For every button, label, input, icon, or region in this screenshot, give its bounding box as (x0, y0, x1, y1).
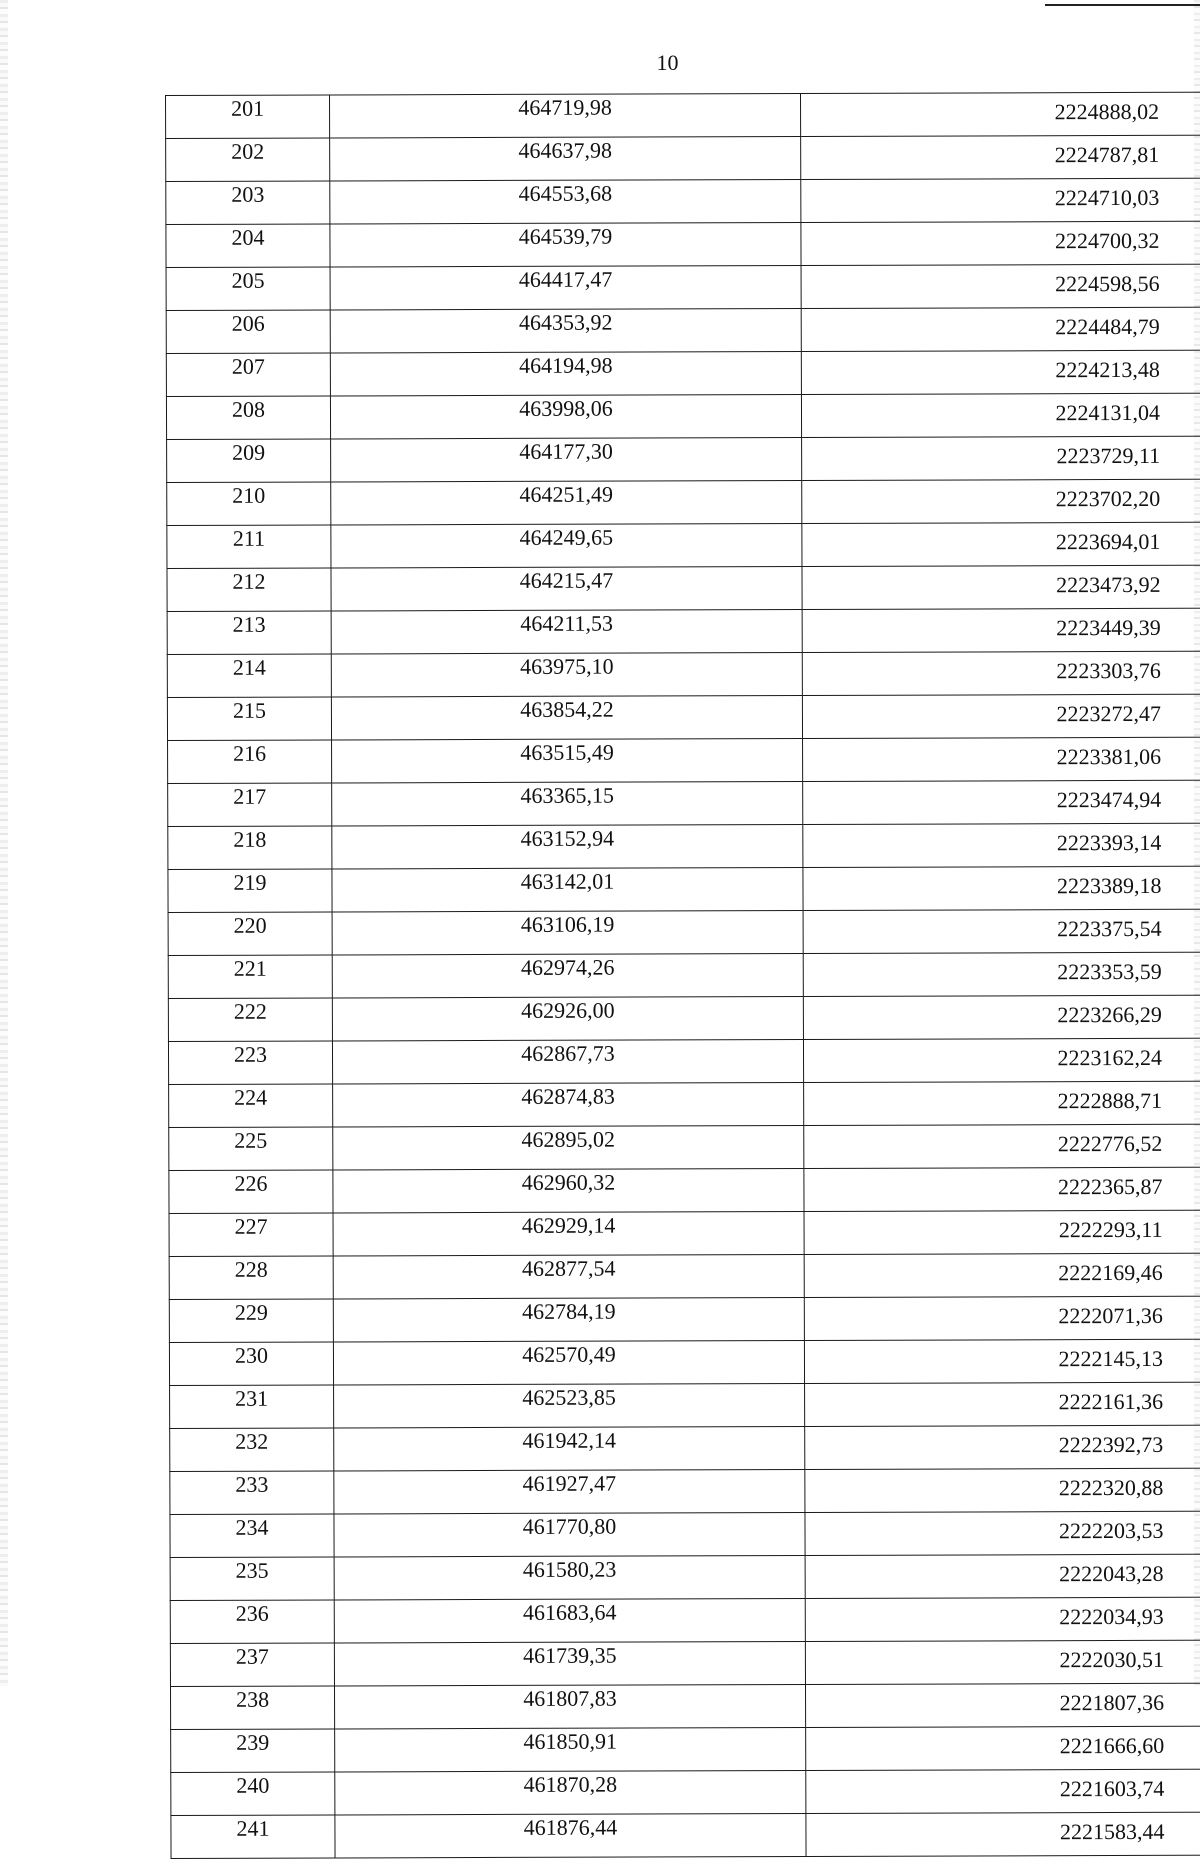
x-coordinate-cell: 463152,94 (332, 824, 803, 868)
point-number-cell: 212 (167, 568, 331, 612)
table-row (169, 1167, 1200, 1213)
x-coordinate-cell: 462926,00 (332, 996, 803, 1040)
x-coordinate-cell: 463998,06 (330, 395, 801, 439)
x-coordinate-cell: 461739,35 (334, 1641, 805, 1685)
table-row (167, 694, 1200, 740)
x-coordinate-cell: 462523,85 (334, 1383, 805, 1427)
y-coordinate-cell: 2222030,51 (805, 1640, 1200, 1685)
point-number-cell: 236 (170, 1600, 334, 1644)
y-coordinate-cell: 2222071,36 (804, 1296, 1200, 1341)
point-number-cell: 238 (170, 1686, 334, 1730)
coordinates-table (165, 91, 1200, 1858)
table-row (167, 479, 1200, 525)
point-number-cell: 216 (168, 740, 332, 784)
y-coordinate-cell: 2224213,48 (801, 350, 1200, 395)
point-number-cell: 221 (168, 955, 332, 999)
point-number-cell: 226 (169, 1170, 333, 1214)
x-coordinate-cell: 464251,49 (331, 481, 802, 525)
y-coordinate-cell: 2223474,94 (803, 780, 1200, 825)
y-coordinate-cell: 2221807,36 (805, 1683, 1200, 1728)
point-number-cell: 230 (169, 1342, 333, 1386)
y-coordinate-cell: 2223381,06 (803, 737, 1200, 782)
x-coordinate-cell: 462877,54 (333, 1254, 804, 1298)
table-row (170, 1554, 1200, 1600)
table-row (169, 1339, 1200, 1385)
x-coordinate-cell: 461942,14 (334, 1426, 805, 1470)
x-coordinate-cell: 462960,32 (333, 1168, 804, 1212)
x-coordinate-cell: 461876,44 (335, 1813, 806, 1857)
y-coordinate-cell: 2223266,29 (803, 995, 1200, 1040)
x-coordinate-cell: 462784,19 (333, 1297, 804, 1341)
table-row (169, 1124, 1200, 1170)
y-coordinate-cell: 2224484,79 (801, 307, 1200, 352)
y-coordinate-cell: 2221583,44 (806, 1812, 1200, 1857)
table-row (170, 1425, 1200, 1471)
table-row (171, 1726, 1200, 1772)
y-coordinate-cell: 2224710,03 (801, 178, 1200, 223)
point-number-cell: 205 (166, 267, 330, 311)
table-row (168, 909, 1200, 955)
x-coordinate-cell: 464177,30 (331, 438, 802, 482)
point-number-cell: 208 (166, 396, 330, 440)
point-number-cell: 214 (167, 654, 331, 698)
y-coordinate-cell: 2224787,81 (801, 135, 1200, 180)
point-number-cell: 220 (168, 912, 332, 956)
table-row (169, 1296, 1200, 1342)
y-coordinate-cell: 2222043,28 (805, 1554, 1200, 1599)
x-coordinate-cell: 461870,28 (335, 1770, 806, 1814)
table-row (167, 651, 1200, 697)
table-row (168, 737, 1200, 783)
point-number-cell: 229 (169, 1299, 333, 1343)
point-number-cell: 209 (167, 439, 331, 483)
table-row (169, 1081, 1200, 1127)
x-coordinate-cell: 462570,49 (333, 1340, 804, 1384)
x-coordinate-cell: 461927,47 (334, 1469, 805, 1513)
y-coordinate-cell: 2222320,88 (805, 1468, 1200, 1513)
table-row (168, 866, 1200, 912)
coordinates-table-body (166, 92, 1200, 1858)
x-coordinate-cell: 463142,01 (332, 867, 803, 911)
table-row (170, 1683, 1200, 1729)
point-number-cell: 225 (169, 1127, 333, 1171)
point-number-cell: 237 (170, 1643, 334, 1687)
point-number-cell: 204 (166, 224, 330, 268)
x-coordinate-cell: 463106,19 (332, 910, 803, 954)
table-row (169, 1210, 1200, 1256)
point-number-cell: 240 (171, 1772, 335, 1816)
table-row (171, 1769, 1200, 1815)
x-coordinate-cell: 462895,02 (333, 1125, 804, 1169)
table-row (170, 1511, 1200, 1557)
y-coordinate-cell: 2223729,11 (802, 436, 1200, 481)
x-coordinate-cell: 462929,14 (333, 1211, 804, 1255)
table-row (166, 135, 1200, 181)
x-coordinate-cell: 463515,49 (332, 739, 803, 783)
x-coordinate-cell: 464353,92 (330, 309, 801, 353)
table-row (166, 92, 1200, 138)
y-coordinate-cell: 2223393,14 (803, 823, 1200, 868)
corner-rule (1045, 4, 1200, 6)
table-row (168, 1038, 1200, 1084)
point-number-cell: 231 (170, 1385, 334, 1429)
y-coordinate-cell: 2222888,71 (804, 1081, 1200, 1126)
y-coordinate-cell: 2223694,01 (802, 522, 1200, 567)
y-coordinate-cell: 2223389,18 (803, 866, 1200, 911)
point-number-cell: 215 (167, 697, 331, 741)
x-coordinate-cell: 461807,83 (334, 1684, 805, 1728)
table-row (166, 307, 1200, 353)
point-number-cell: 211 (167, 525, 331, 569)
x-coordinate-cell: 463365,15 (332, 782, 803, 826)
y-coordinate-cell: 2223272,47 (802, 694, 1200, 739)
x-coordinate-cell: 464215,47 (331, 567, 802, 611)
x-coordinate-cell: 462874,83 (333, 1082, 804, 1126)
point-number-cell: 224 (169, 1084, 333, 1128)
point-number-cell: 239 (171, 1729, 335, 1773)
y-coordinate-cell: 2224888,02 (800, 92, 1200, 137)
y-coordinate-cell: 2223375,54 (803, 909, 1200, 954)
table-row (168, 952, 1200, 998)
table-row (166, 178, 1200, 224)
point-number-cell: 228 (169, 1256, 333, 1300)
table-row (170, 1597, 1200, 1643)
y-coordinate-cell: 2223303,76 (802, 651, 1200, 696)
point-number-cell: 210 (167, 482, 331, 526)
point-number-cell: 201 (166, 95, 330, 139)
point-number-cell: 234 (170, 1514, 334, 1558)
y-coordinate-cell: 2222293,11 (804, 1210, 1200, 1255)
table-row (168, 823, 1200, 869)
point-number-cell: 233 (170, 1471, 334, 1515)
table-row (168, 780, 1200, 826)
point-number-cell: 202 (166, 138, 330, 182)
page-number: 10 (656, 50, 679, 75)
x-coordinate-cell: 463975,10 (331, 653, 802, 697)
table-row (170, 1382, 1200, 1428)
table-row (171, 1812, 1200, 1858)
y-coordinate-cell: 2221666,60 (806, 1726, 1200, 1771)
point-number-cell: 241 (171, 1815, 335, 1859)
point-number-cell: 206 (166, 310, 330, 354)
point-number-cell: 219 (168, 869, 332, 913)
point-number-cell: 235 (170, 1557, 334, 1601)
table-row (166, 264, 1200, 310)
y-coordinate-cell: 2223702,20 (802, 479, 1200, 524)
table-row (167, 522, 1200, 568)
point-number-cell: 223 (168, 1041, 332, 1085)
y-coordinate-cell: 2224598,56 (801, 264, 1200, 309)
y-coordinate-cell: 2223473,92 (802, 565, 1200, 610)
table-row (166, 393, 1200, 439)
x-coordinate-cell: 464539,79 (330, 223, 801, 267)
x-coordinate-cell: 461850,91 (335, 1727, 806, 1771)
table-row (166, 221, 1200, 267)
y-coordinate-cell: 2222169,46 (804, 1253, 1200, 1298)
x-coordinate-cell: 464553,68 (330, 180, 801, 224)
y-coordinate-cell: 2222034,93 (805, 1597, 1200, 1642)
point-number-cell: 213 (167, 611, 331, 655)
x-coordinate-cell: 464194,98 (330, 352, 801, 396)
y-coordinate-cell: 2222776,52 (804, 1124, 1200, 1169)
y-coordinate-cell: 2221603,74 (806, 1769, 1200, 1814)
y-coordinate-cell: 2222161,36 (805, 1382, 1200, 1427)
table-row (170, 1468, 1200, 1514)
x-coordinate-cell: 462867,73 (332, 1039, 803, 1083)
table-row (168, 995, 1200, 1041)
x-coordinate-cell: 464417,47 (330, 266, 801, 310)
point-number-cell: 232 (170, 1428, 334, 1472)
x-coordinate-cell: 464249,65 (331, 524, 802, 568)
point-number-cell: 222 (168, 998, 332, 1042)
y-coordinate-cell: 2222145,13 (804, 1339, 1200, 1384)
y-coordinate-cell: 2224131,04 (801, 393, 1200, 438)
point-number-cell: 203 (166, 181, 330, 225)
x-coordinate-cell: 463854,22 (331, 696, 802, 740)
table-row (166, 350, 1200, 396)
table-row (169, 1253, 1200, 1299)
point-number-cell: 217 (168, 783, 332, 827)
y-coordinate-cell: 2223449,39 (802, 608, 1200, 653)
point-number-cell: 207 (166, 353, 330, 397)
x-coordinate-cell: 461770,80 (334, 1512, 805, 1556)
table-row (167, 436, 1200, 482)
point-number-cell: 227 (169, 1213, 333, 1257)
x-coordinate-cell: 464211,53 (331, 610, 802, 654)
y-coordinate-cell: 2222365,87 (804, 1167, 1200, 1212)
x-coordinate-cell: 461580,23 (334, 1555, 805, 1599)
x-coordinate-cell: 464637,98 (330, 137, 801, 181)
table-row (167, 608, 1200, 654)
table-row (170, 1640, 1200, 1686)
y-coordinate-cell: 2223162,24 (803, 1038, 1200, 1083)
scan-edge-left (0, 0, 8, 1686)
x-coordinate-cell: 462974,26 (332, 953, 803, 997)
x-coordinate-cell: 461683,64 (334, 1598, 805, 1642)
table-row (167, 565, 1200, 611)
y-coordinate-cell: 2223353,59 (803, 952, 1200, 997)
x-coordinate-cell: 464719,98 (330, 94, 801, 138)
y-coordinate-cell: 2222203,53 (805, 1511, 1200, 1556)
y-coordinate-cell: 2222392,73 (805, 1425, 1200, 1470)
y-coordinate-cell: 2224700,32 (801, 221, 1200, 266)
point-number-cell: 218 (168, 826, 332, 870)
